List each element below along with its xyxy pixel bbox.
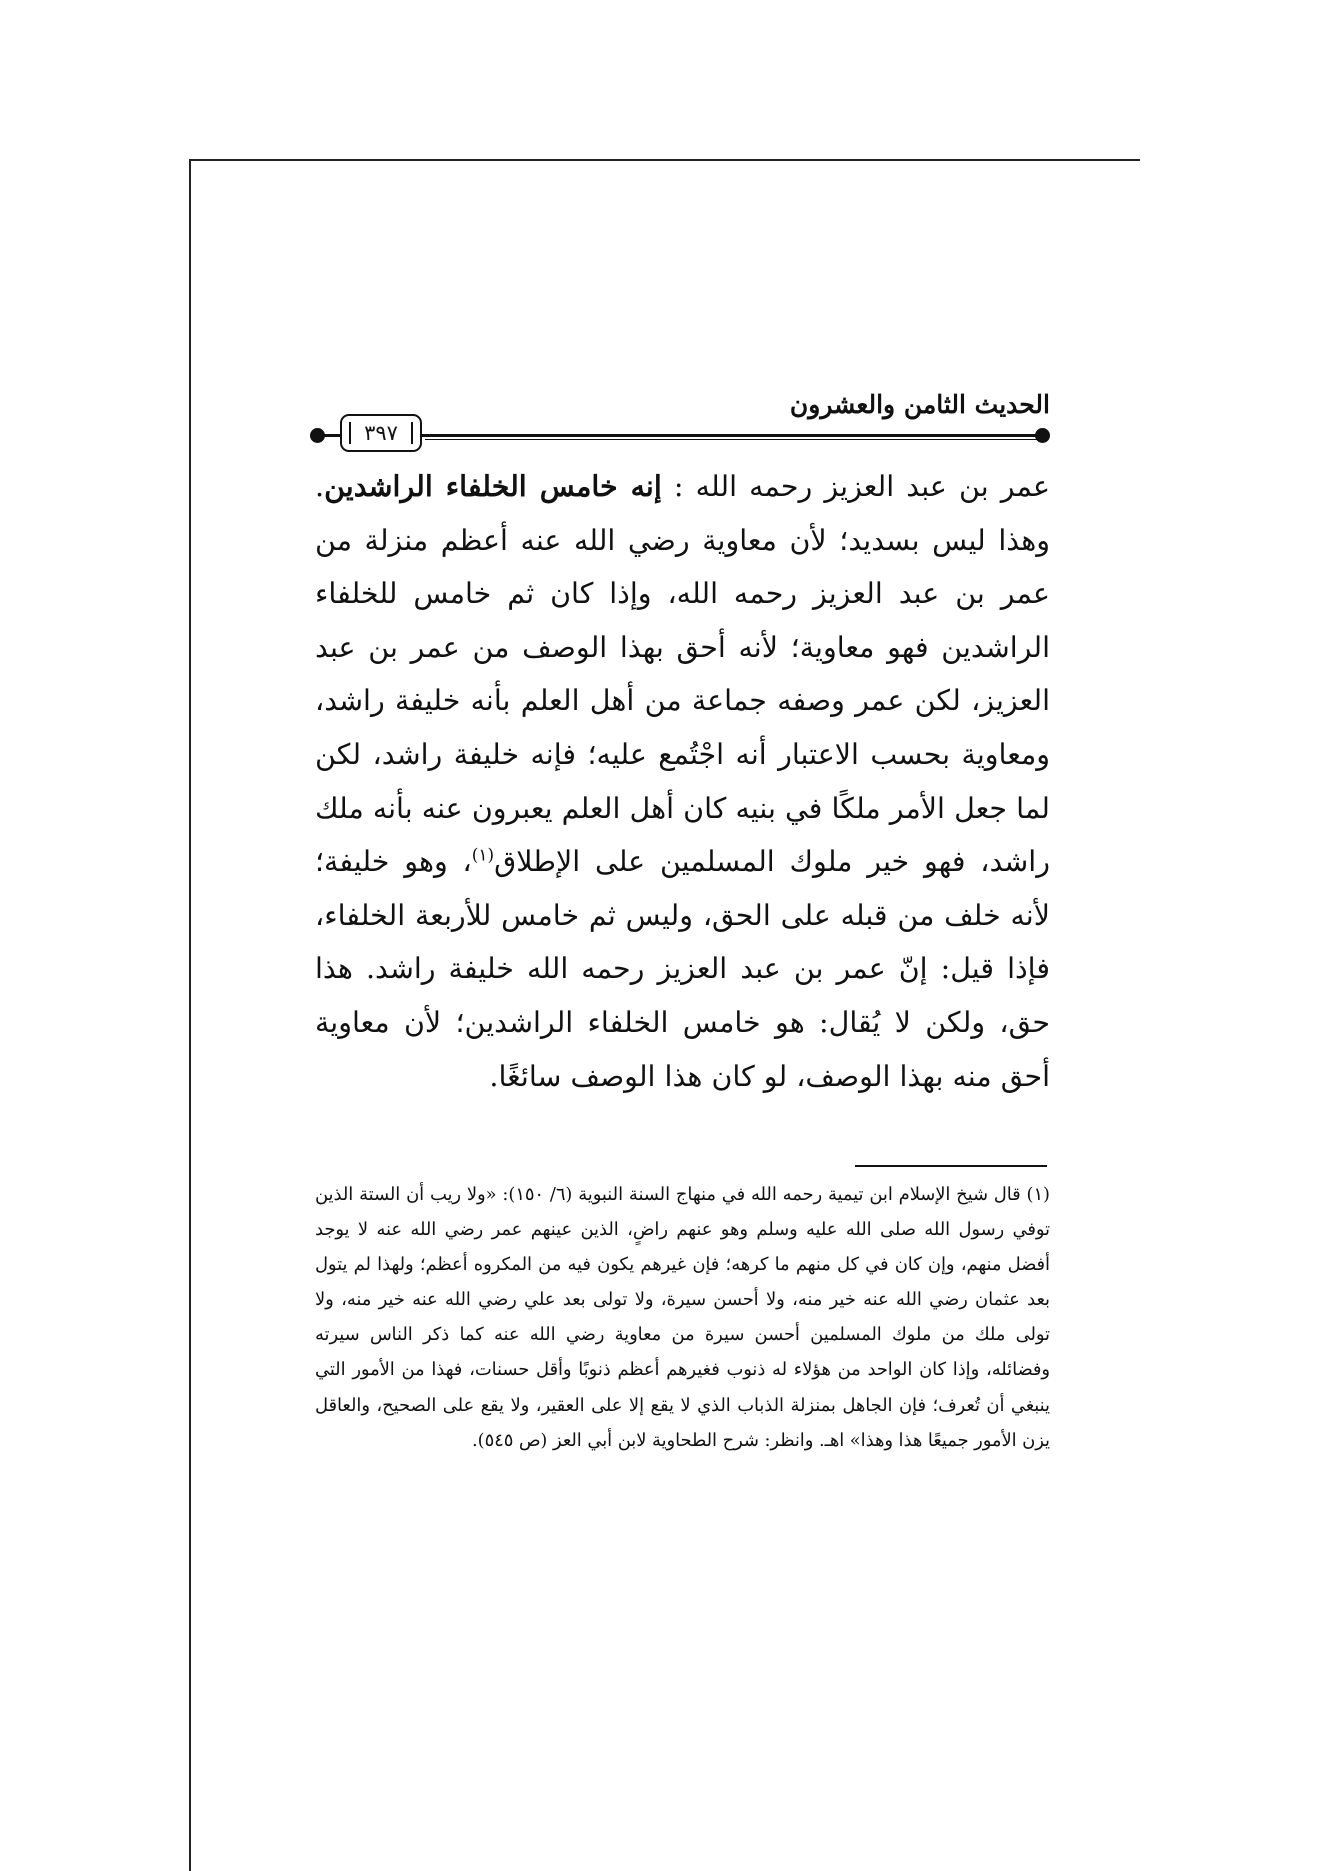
footnote-reference[interactable]: (١) [471,845,495,866]
header-rule [320,434,1044,437]
body-text-part2: . وهذا ليس بسديد؛ لأن معاوية رضي الله عنه أعظم منزلة من عمر بن عبد العزيز رحمه الله، وإذا كان ثم خامس للخلفاء الراشدين فهو معاوية؛ لأنه أحق بهذا الوصف من عمر بن عبد العزيز، لكن عمر وصفه جماعة من أهل العلم بأنه خليفة راشد، ومعاوية بحسب الاعتبار أنه اجْتُمع عليه؛ فإنه خليفة راشد، لكن لما جعل الأمر ملكًا في بنيه كان أهل العلم يعبرون عنه بأنه ملك راشد، فهو خير ملوك المسلمين على الإطلاق [315,470,1050,879]
page-header [310,390,1050,450]
body-text-part3: ، وهو خليفة؛ لأنه خلف من قبله على الحق، وليس ثم خامس للأربعة الخلفاء، فإذا قيل: إنّ عمر بن عبد العزيز رحمه الله خليفة راشد. هذا حق، ولكن لا يُقال: هو خامس الخلفاء الراشدين؛ لأن معاوية أحق منه بهذا الوصف، لو كان هذا الوصف سائغًا. [315,845,1050,1093]
main-text [315,460,1050,1103]
running-title: الحديث الثامن والعشرون [789,390,1050,419]
header-ornament-dot-left [310,428,325,443]
header-rule-thin [425,439,1044,440]
header-ornament-dot-right [1035,428,1050,443]
page-number: ٣٩٧ [340,414,422,452]
footnote [315,1177,1050,1458]
page-frame-top-line [189,159,1140,161]
main-paragraph [315,460,1050,1103]
footnote-separator [855,1165,1047,1167]
body-text-part1: عمر بن عبد العزيز رحمه الله : [661,470,1050,503]
footnote-text: (١) قال شيخ الإسلام ابن تيمية رحمه الله في منهاج السنة النبوية (٦/ ١٥٠): «ولا ريب أن الستة الذين توفي رسول الله صلى الله عليه وسلم وهو عنهم راضٍ، الذين عينهم عمر رضي الله عنه لا يوجد أفضل منهم، وإن كان في كل منهم ما كرهه؛ فإن غيرهم يكون فيه من المكروه أعظم؛ ولهذا لم يتول بعد عثمان رضي الله عنه خير منه، ولا أحسن سيرة، ولا تولى بعد علي رضي الله عنه خير منه، ولا تولى ملك من ملوك المسلمين أحسن سيرة من معاوية رضي الله عنه كما ذكر الناس سيرته وفضائله، وإذا كان الواحد من هؤلاء له ذنوب فغيرهم أعظم ذنوبًا وأقل حسنات، فهذا من الأمور التي ينبغي أن تُعرف؛ فإن الجاهل بمنزلة الذباب الذي لا يقع إلا على العقير، ولا يقع على الصحيح، والعاقل يزن الأمور جميعًا هذا وهذا» اهـ. وانظر: شرح الطحاوية لابن أبي العز (ص ٥٤٥). [315,1184,1050,1451]
page-frame-left-line [189,159,191,1871]
bold-phrase: إنه خامس الخلفاء الراشدين [324,469,662,503]
